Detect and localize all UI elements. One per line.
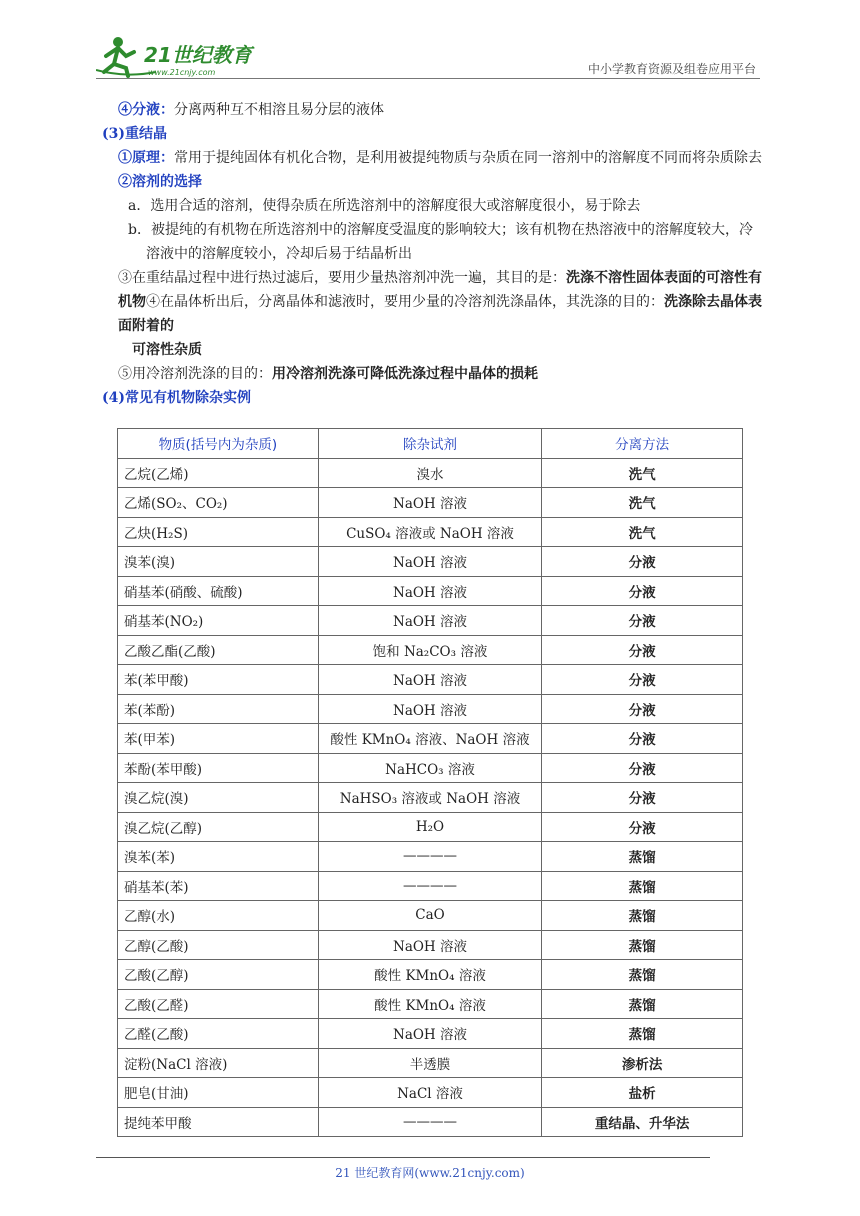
reagent-cell: ————	[318, 842, 542, 872]
substance-cell: 乙烷(乙烯)	[118, 458, 319, 488]
reagent-cell: NaOH 溶液	[318, 665, 542, 695]
item3-4-paragraph	[112, 266, 762, 338]
method-cell: 分液	[542, 783, 743, 813]
substance-cell: 溴乙烷(乙醇)	[118, 812, 319, 842]
item5-paragraph	[112, 362, 762, 386]
substance-cell: 乙炔(H₂S)	[118, 517, 319, 547]
method-cell: 分液	[542, 547, 743, 577]
site-logo	[96, 34, 256, 78]
substance-cell: 乙烯(SO₂、CO₂)	[118, 488, 319, 518]
reagent-cell: 酸性 KMnO₄ 溶液、NaOH 溶液	[318, 724, 542, 754]
table-row	[118, 606, 743, 636]
substance-cell: 溴苯(溴)	[118, 547, 319, 577]
table-row	[118, 1048, 743, 1078]
item4-bold: 洗涤除去晶体表面附着的	[118, 294, 762, 334]
page-header	[0, 0, 860, 84]
substance-cell: 乙酸乙酯(乙酸)	[118, 635, 319, 665]
substance-cell: 乙醇(水)	[118, 901, 319, 931]
substance-cell: 乙酸(乙醇)	[118, 960, 319, 990]
substance-cell: 提纯苯甲酸	[118, 1107, 319, 1137]
method-cell: 渗析法	[542, 1048, 743, 1078]
reagent-cell: 饱和 Na₂CO₃ 溶液	[318, 635, 542, 665]
table-row	[118, 665, 743, 695]
substance-cell: 溴苯(苯)	[118, 842, 319, 872]
rongji-title: ②溶剂的选择	[118, 174, 202, 190]
method-cell: 盐析	[542, 1078, 743, 1108]
reagent-cell: NaOH 溶液	[318, 1019, 542, 1049]
rongji-a: a．选用合适的溶剂，使得杂质在所选溶剂中的溶解度很大或溶解度很小，易于除去	[128, 198, 641, 214]
footer-text: 21 世纪教育网(www.21cnjy.com)	[335, 1166, 525, 1180]
reagent-cell: 溴水	[318, 458, 542, 488]
table-row	[118, 753, 743, 783]
method-cell: 分液	[542, 753, 743, 783]
yuanli-paragraph	[112, 146, 762, 170]
method-cell: 分液	[542, 694, 743, 724]
footer-divider	[96, 1157, 710, 1158]
table-row	[118, 989, 743, 1019]
reagent-cell: NaOH 溶液	[318, 606, 542, 636]
platform-title: 中小学教育资源及组卷应用平台	[587, 62, 756, 76]
method-cell: 重结晶、升华法	[542, 1107, 743, 1137]
reagent-cell: NaOH 溶液	[318, 930, 542, 960]
method-cell: 蒸馏	[542, 901, 743, 931]
reagent-cell: NaOH 溶液	[318, 694, 542, 724]
method-cell: 分液	[542, 576, 743, 606]
substance-cell: 硝基苯(苯)	[118, 871, 319, 901]
yuanli-text: 常用于提纯固体有机化合物，是利用被提纯物质与杂质在同一溶剂中的溶解度不同而将杂质除去	[174, 150, 762, 166]
yuanli-label: ①原理：	[118, 150, 174, 166]
table-row	[118, 458, 743, 488]
substance-cell: 硝基苯(硝酸、硫酸)	[118, 576, 319, 606]
method-cell: 蒸馏	[542, 871, 743, 901]
table-row	[118, 842, 743, 872]
table-row	[118, 724, 743, 754]
method-cell: 蒸馏	[542, 1019, 743, 1049]
table-row	[118, 576, 743, 606]
item4-text: ④在晶体析出后，分离晶体和滤液时，要用少量的冷溶剂洗涤晶体，其洗涤的目的：	[146, 294, 664, 310]
substance-cell: 乙酸(乙醛)	[118, 989, 319, 1019]
reagent-cell: 酸性 KMnO₄ 溶液	[318, 960, 542, 990]
reagent-cell: NaOH 溶液	[318, 488, 542, 518]
method-cell: 蒸馏	[542, 842, 743, 872]
method-cell: 蒸馏	[542, 989, 743, 1019]
method-cell: 分液	[542, 812, 743, 842]
reagent-cell: NaCl 溶液	[318, 1078, 542, 1108]
fenye-line	[112, 98, 762, 122]
reagent-cell: NaOH 溶液	[318, 547, 542, 577]
section-4-title: (4)常见有机物除杂实例	[102, 390, 251, 406]
substance-cell: 乙醇(乙酸)	[118, 930, 319, 960]
substance-cell: 溴乙烷(溴)	[118, 783, 319, 813]
table-row	[118, 1019, 743, 1049]
substance-cell: 乙醛(乙酸)	[118, 1019, 319, 1049]
reagent-cell: NaHSO₃ 溶液或 NaOH 溶液	[318, 783, 542, 813]
table-row	[118, 930, 743, 960]
method-cell: 分液	[542, 665, 743, 695]
document-body	[102, 98, 762, 410]
fenye-text: 分离两种互不相溶且易分层的液体	[174, 102, 384, 118]
substance-cell: 苯酚(苯甲酸)	[118, 753, 319, 783]
header-reagent: 除杂试剂	[318, 429, 542, 459]
item3-text: ③在重结晶过程中进行热过滤后，要用少量热溶剂冲洗一遍，其目的是：	[118, 270, 566, 286]
reagent-cell: NaHCO₃ 溶液	[318, 753, 542, 783]
table-row	[118, 871, 743, 901]
method-cell: 蒸馏	[542, 930, 743, 960]
method-cell: 洗气	[542, 517, 743, 547]
item5-text: ⑤用冷溶剂洗涤的目的：	[118, 366, 272, 382]
reagent-cell: NaOH 溶液	[318, 576, 542, 606]
reagent-cell: ————	[318, 1107, 542, 1137]
method-cell: 分液	[542, 635, 743, 665]
header-substance: 物质(括号内为杂质)	[118, 429, 319, 459]
table-row	[118, 960, 743, 990]
method-cell: 蒸馏	[542, 960, 743, 990]
table-row	[118, 517, 743, 547]
item3-bold: 洗涤不溶性固体表面的可溶性有机物	[118, 270, 762, 310]
reagent-cell: ————	[318, 871, 542, 901]
table-row	[118, 1107, 743, 1137]
substance-cell: 苯(苯酚)	[118, 694, 319, 724]
reagent-cell: 半透膜	[318, 1048, 542, 1078]
reagent-cell: 酸性 KMnO₄ 溶液	[318, 989, 542, 1019]
logo-text: 21世纪教育	[144, 43, 252, 67]
table-row	[118, 635, 743, 665]
item4-bold-continued: 可溶性杂质	[132, 342, 202, 358]
method-cell: 分液	[542, 724, 743, 754]
rongji-b: b．被提纯的有机物在所选溶剂中的溶解度受温度的影响较大；该有机物在热溶液中的溶解度较大，冷溶液中的溶解度较小，冷却后易于结晶析出	[128, 222, 753, 262]
fenye-label: ④分液：	[118, 102, 174, 118]
method-cell: 洗气	[542, 488, 743, 518]
substance-cell: 苯(苯甲酸)	[118, 665, 319, 695]
table-row	[118, 1078, 743, 1108]
reagent-cell: CuSO₄ 溶液或 NaOH 溶液	[318, 517, 542, 547]
table-row	[118, 547, 743, 577]
reagent-cell: CaO	[318, 901, 542, 931]
table-header-row	[118, 429, 743, 459]
section-3-title: (3)重结晶	[102, 126, 167, 142]
substance-cell: 肥皂(甘油)	[118, 1078, 319, 1108]
header-method: 分离方法	[542, 429, 743, 459]
substance-cell: 淀粉(NaCl 溶液)	[118, 1048, 319, 1078]
table-row	[118, 812, 743, 842]
method-cell: 分液	[542, 606, 743, 636]
table-row	[118, 783, 743, 813]
impurity-removal-table	[117, 428, 743, 1137]
logo-url: www.21cnjy.com	[148, 68, 216, 77]
table-row	[118, 488, 743, 518]
substance-cell: 苯(甲苯)	[118, 724, 319, 754]
item5-bold: 用冷溶剂洗涤可降低洗涤过程中晶体的损耗	[272, 366, 538, 382]
table-row	[118, 694, 743, 724]
header-divider	[96, 78, 760, 79]
substance-cell: 硝基苯(NO₂)	[118, 606, 319, 636]
method-cell: 洗气	[542, 458, 743, 488]
table-row	[118, 901, 743, 931]
reagent-cell: H₂O	[318, 812, 542, 842]
